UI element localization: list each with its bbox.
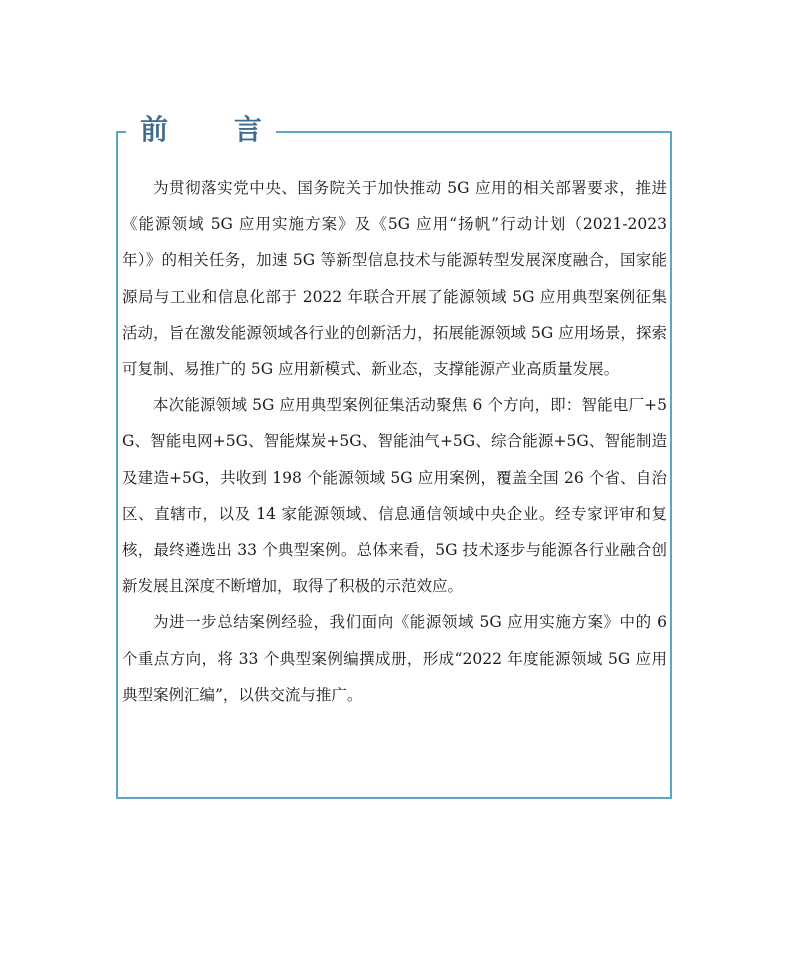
- paragraph-3: 为进一步总结案例经验，我们面向《能源领域 5G 应用实施方案》中的 6 个重点方向，将 33 个典型案例编撰成册，形成“2022 年度能源领域 5G 应用典型案例汇编”，以供交流与推广。: [122, 613, 667, 704]
- section-title: 前 言: [140, 113, 290, 146]
- title-area: [126, 106, 290, 150]
- paragraph-1: 为贯彻落实党中央、国务院关于加快推动 5G 应用的相关部署要求，推进《能源领域 5G 应用实施方案》及《5G 应用“扬帆”行动计划（2021-2023 年）》的相关任务，加速 5G 等新型信息技术与能源转型发展深度融合，国家能源局与工业和信息化部于 2022 年联合开展了能源领域 5G 应用典型案例征集活动，旨在激发能源领域各行业的创新活力，拓展能源领域 5G 应用场景，探索可复制、易推广的 5G 应用新模式、新业态，支撑能源产业高质量发展。: [122, 179, 667, 379]
- paragraph-2: 本次能源领域 5G 应用典型案例征集活动聚焦 6 个方向，即：智能电厂+5G、智能电网+5G、智能煤炭+5G、智能油气+5G、综合能源+5G、智能制造及建造+5G，共收到 198 个能源领域 5G 应用案例，覆盖全国 26 个省、自治区、直辖市，以及 14 家能源领域、信息通信领域中央企业。经专家评审和复核，最终遴选出 33 个典型案例。总体来看，5G 技术逐步与能源各行业融合创新发展且深度不断增加，取得了积极的示范效应。: [122, 396, 667, 596]
- preface-body: [122, 170, 667, 713]
